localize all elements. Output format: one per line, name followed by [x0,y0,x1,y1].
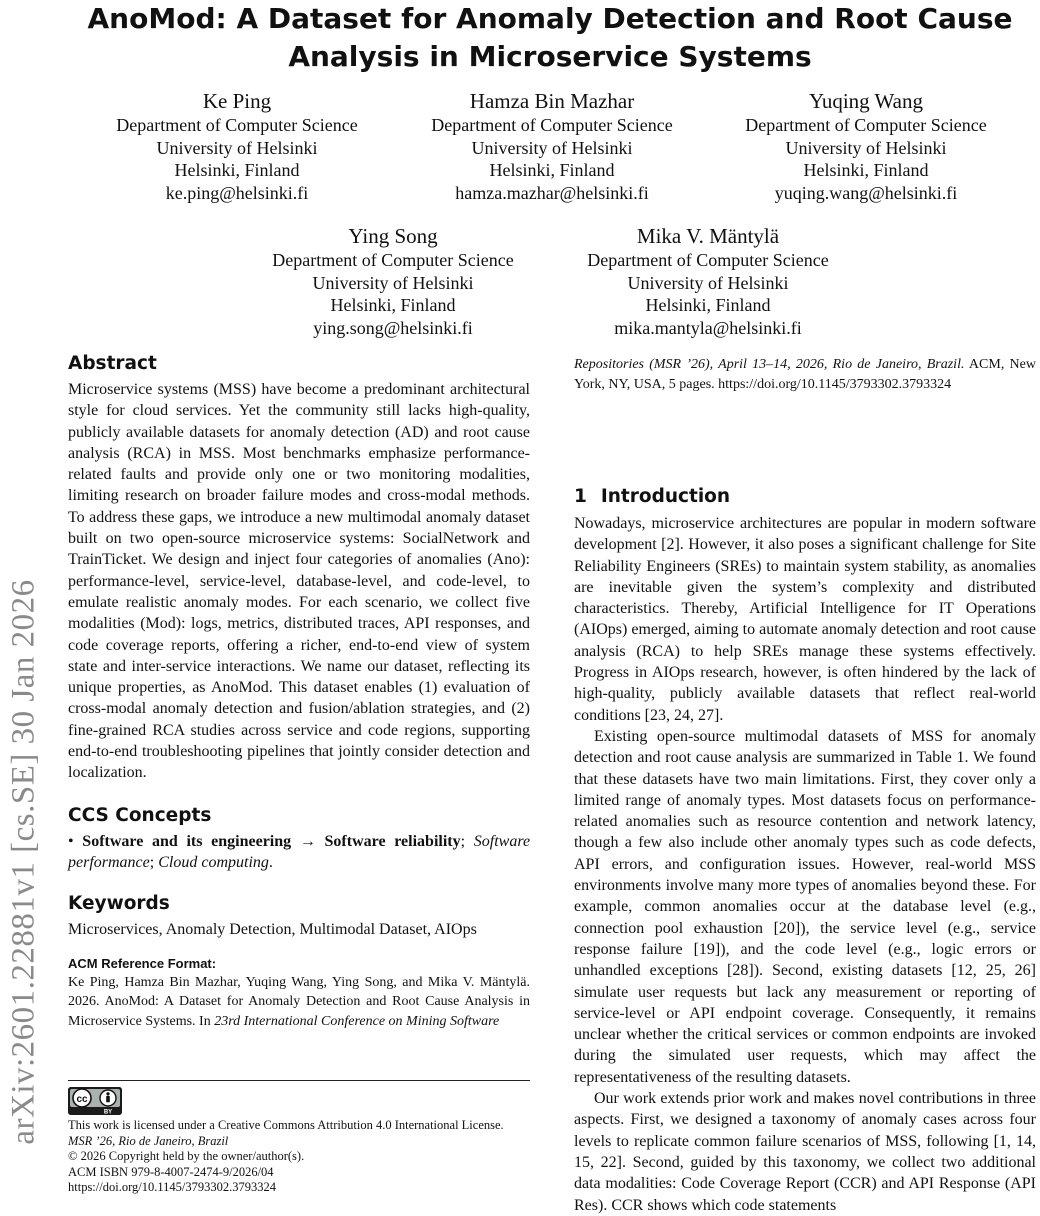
author-email: ke.ping@helsinki.fi [165,182,309,203]
section-number: 1 [574,486,587,507]
reference-format-heading: ACM Reference Format: [68,955,217,971]
license-line: This work is licensed under a Creative Commons Attribution 4.0 International License. [68,1118,504,1132]
author-location: Helsinki, Finland [489,160,615,180]
citation-text: Ke Ping, Hamza Bin Mazhar, Yuqing Wang, Ying Song, and Mika V. Mäntylä. 2026. AnoMod: A Dataset for Anomaly Detection and Root Cause Analysis in Microservice Systems. In [68,974,530,1029]
cc-text: cc [76,1094,88,1105]
author-email: hamza.mazhar@helsinki.fi [455,182,649,203]
author-block [558,223,858,339]
author-university: University of Helsinki [471,137,633,158]
right-column [574,355,1036,1216]
ccs-separator: ; [460,832,466,850]
author-name: Mika V. Mäntylä [636,224,780,248]
author-university: University of Helsinki [156,137,318,158]
abstract-heading: Abstract [68,353,157,374]
author-department: Department of Computer Science [745,115,987,135]
author-email: ying.song@helsinki.fi [313,317,473,338]
keywords-text: Microservices, Anomaly Detection, Multimodal Dataset, AIOps [68,921,477,939]
cc-by-license-badge[interactable] [68,1087,122,1115]
author-department: Department of Computer Science [272,250,514,270]
license-doi[interactable]: https://doi.org/10.1145/3793302.3793324 [68,1180,276,1195]
left-column [68,352,530,1031]
intro-paragraph: Nowadays, microservice architectures are popular in modern software development [2]. However, it also poses a significant challenge for Site Reliability Engineers (SREs) to maintain system stability, as anomalies are inevitable given the system’s complexity and distributed characteristics. Thereby, Artificial Intelligence for IT Operations (AIOps) emerged, aiming to automate anomaly detection and root cause analysis (RCA) to help SREs manage these systems effectively. Progress in AIOps research, however, is often hindered by the lack of high-quality, publicly available datasets that reflect real-world conditions [23, 24, 27]. [574,515,1036,724]
by-text: BY [103,1109,113,1116]
section-title: Introduction [600,486,731,507]
author-university: University of Helsinki [312,272,474,293]
arxiv-stamp [0,265,48,1145]
ccs-concepts [68,831,530,874]
author-block [716,88,1016,204]
author-name: Ying Song [348,224,438,248]
reference-format-citation [68,973,530,1032]
license-block [68,1118,538,1196]
author-location: Helsinki, Finland [330,295,456,315]
author-block [402,88,702,204]
ccs-bullet: • [68,832,74,850]
author-name: Hamza Bin Mazhar [469,89,635,113]
author-department: Department of Computer Science [116,115,358,135]
author-block [243,223,543,339]
arxiv-identifier: arXiv:2601.22881v1 [cs.SE] 30 Jan 2026 [5,579,42,1145]
author-university: University of Helsinki [785,137,947,158]
author-email: yuqing.wang@helsinki.fi [774,182,958,203]
citation-venue: 23rd International Conference on Mining Software [214,1013,500,1029]
ccs-term: Cloud computing [158,853,269,871]
author-name: Ke Ping [202,89,272,113]
abstract-text: Microservice systems (MSS) have become a predominant architectural style for cloud services. Yet the community still lacks high-quality, publicly available datasets for anomaly detection (AD) and root cause analysis (RCA) in MSS. Most benchmarks emphasize performance-related faults and provide only one or two monitoring modalities, limiting research on broader failure modes and cross-modal methods. To address these gaps, we introduce a new multimodal anomaly dataset built on two open-source microservice systems: SocialNetwork and TrainTicket. We design and inject four categories of anomalies (Ano): performance-level, service-level, database-level, and code-level, to emulate realistic anomaly modes. For each scenario, we collect five modalities (Mod): logs, metrics, distributed traces, API responses, and code coverage reports, offering a richer, end-to-end view of system state and inter-service interactions. We name our dataset, reflecting its unique properties, as AnoMod. This dataset enables (1) evaluation of cross-modal anomaly detection and fusion/ablation strategies, and (2) fine-grained RCA studies across service and code regions, supporting end-to-end troubleshooting pipelines that jointly consider detection and localization. [68,381,530,782]
intro-paragraph: Our work extends prior work and makes novel contributions in three aspects. First, we designed a taxonomy of anomaly cases across four levels to replicate common failure scenarios of MSS, following [1, 14, 15, 22]. Second, guided by this taxonomy, we collect two additional data modalities: Code Coverage Report (CCR) and API Response (API Res). CCR shows which code statements [574,1090,1036,1214]
license-isbn: ACM ISBN 979-8-4007-2474-9/2026/04 [68,1164,274,1179]
author-university: University of Helsinki [627,272,789,293]
ccs-end: . [268,853,273,871]
ccs-arrow: → [299,832,316,850]
author-block [87,88,387,204]
ccs-separator: ; [149,853,155,871]
cc-by-icon [68,1087,122,1115]
ccs-term: Software performance [68,832,531,871]
paper-title: AnoMod: A Dataset for Anomaly Detection and Root Cause Analysis in Microservice Systems [87,2,1013,73]
reference-format-continued [574,355,1036,395]
author-department: Department of Computer Science [587,250,829,270]
author-email: mika.mantyla@helsinki.fi [614,317,802,338]
license-copyright: © 2026 Copyright held by the owner/author(s). [68,1149,305,1164]
citation-text: ACM, New York, NY, USA, 5 pages. https://doi.org/10.1145/3793302.3793324 [574,357,1036,392]
ccs-primary: Software and its engineering [82,832,292,850]
author-name: Yuqing Wang [808,89,923,113]
author-location: Helsinki, Finland [645,295,771,315]
keywords-heading: Keywords [68,893,170,915]
citation-venue: Repositories (MSR ’26), April 13–14, 2026, Rio de Janeiro, Brazil. [574,357,965,372]
intro-paragraph: Existing open-source multimodal datasets of MSS for anomaly detection and root cause analysis are summarized in Table 1. We found that these datasets have two main limitations. First, they cover only a limited range of anomaly types. Most datasets focus on performance-related anomalies such as resource contention and network latency, though a few also include other anomaly types such as code defects, API errors, and configuration issues. However, real-world MSS environments involve many more types of anomalies beyond these. For example, common anomalies occur at the database level (e.g., connection pool exhaustion [20]), the service level (e.g., service response failure [19]), and the code level (e.g., logic errors or unhandled exceptions [28]). Second, existing datasets [12, 25, 26] simulate user requests but lack any measurement or reporting of service-level or API endpoint coverage. Consequently, it remains unclear whether the critical services or common endpoints are invoked during the simulated user requests, which may affect the representativeness of the resulting datasets. [574,727,1036,1086]
ccs-heading: CCS Concepts [68,804,212,826]
author-location: Helsinki, Finland [803,160,929,180]
author-location: Helsinki, Finland [174,160,300,180]
footnote-rule [68,1080,530,1081]
introduction-heading [574,485,1036,509]
author-department: Department of Computer Science [431,115,673,135]
ccs-secondary: Software reliability [324,832,461,850]
license-venue: MSR ’26, Rio de Janeiro, Brazil [68,1133,229,1148]
